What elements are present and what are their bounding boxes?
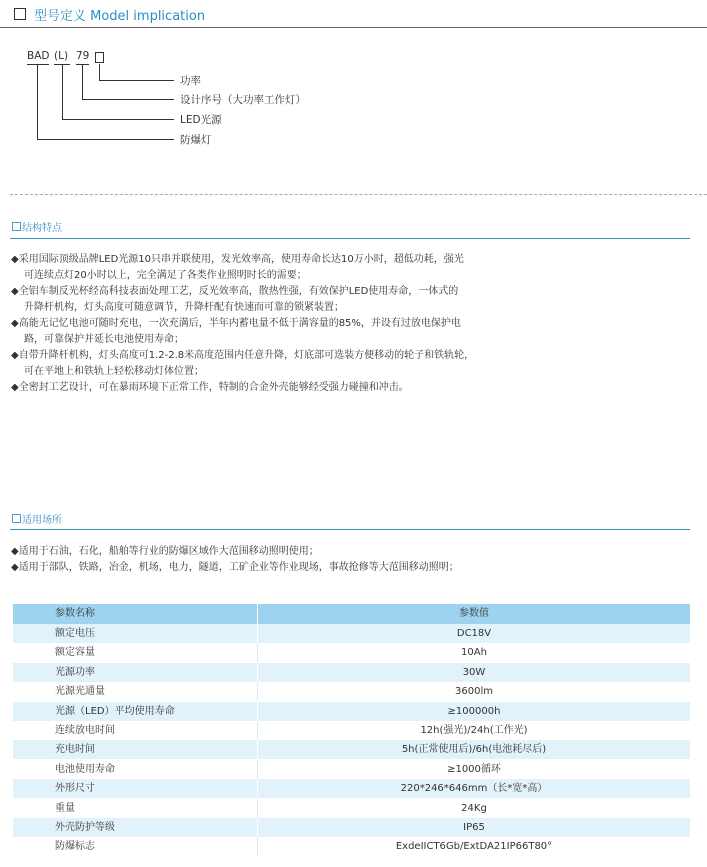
table-row [13, 624, 690, 644]
param-name-cell: 光源光通量 [55, 686, 105, 698]
connector-line [99, 80, 174, 81]
model-code-79: 79 [76, 50, 90, 62]
model-code-bad: BAD [27, 50, 50, 62]
table-row [13, 721, 690, 741]
param-value-cell: ExdeIICT6Gb/ExtDA21IP66T80° [395, 841, 553, 853]
param-value-cell: 12h(强光)/24h(工作光) [420, 725, 528, 736]
section-box-icon [12, 514, 21, 523]
connector-line [37, 64, 38, 139]
param-name-cell: 防爆标志 [55, 841, 95, 853]
table-row [13, 740, 690, 760]
feature-line: 可在平地上和铁轨上轻松移动灯体位置； [24, 366, 204, 377]
param-name-cell: 外形尺寸 [55, 783, 95, 795]
table-row [13, 702, 690, 722]
label-design-number: 设计序号（大功率工作灯） [180, 94, 306, 106]
underline [27, 64, 49, 65]
column-divider [257, 604, 258, 624]
param-value-cell: 5h(正常使用后)/6h(电池耗尽后) [401, 744, 547, 756]
table-header-row [13, 604, 690, 625]
param-name-cell: 连续放电时间 [55, 725, 115, 736]
connector-line [62, 119, 174, 120]
section-title-structure: 结构特点 [22, 223, 62, 234]
param-value-cell: IP65 [463, 822, 485, 833]
param-name-cell: 外壳防护等级 [55, 822, 115, 833]
feature-line: 路，可靠保护并延长电池使用寿命； [24, 334, 184, 345]
param-name-cell: 光源（LED）平均使用寿命 [55, 705, 175, 717]
connector-line [82, 64, 83, 99]
param-value-cell: 10Ah [461, 647, 487, 659]
section-title-usage: 适用场所 [22, 515, 62, 526]
usage-line: ◆适用于石油，石化，船舶等行业的防爆区域作大范围移动照明使用； [11, 546, 319, 557]
table-row [13, 779, 690, 799]
table-row [13, 760, 690, 780]
param-value-cell: 3600lm [455, 686, 493, 698]
header-divider [0, 27, 707, 28]
label-led-source: LED光源 [180, 114, 222, 126]
feature-line: ◆高能无记忆电池可随时充电，一次充满后，半年内蓄电量不低于满容量的85%，并设有过放电保护电 [11, 318, 461, 329]
section-box-icon [12, 222, 21, 231]
connector-line [99, 64, 100, 80]
connector-line [37, 139, 174, 140]
feature-line: 升降杆机构，灯头高度可随意调节，升降杆配有快速而可靠的锁紧装置； [24, 302, 344, 313]
feature-line: 可连续点灯20小时以上，完全满足了各类作业照明时长的需要； [24, 270, 307, 281]
section-divider [10, 529, 690, 530]
feature-line: ◆全铝车制反光杯经高科技表面处理工艺，反光效率高，散热性强，有效保护LED使用寿命，一体式的 [11, 286, 459, 297]
feature-line: ◆全密封工艺设计，可在暴雨环境下正常工作，特制的合金外壳能够经受强力碰撞和冲击。 [11, 382, 409, 393]
param-value-cell: 220*246*646mm（长*宽*高） [400, 783, 548, 795]
param-name-cell: 电池使用寿命 [55, 763, 115, 775]
table-row [13, 818, 690, 838]
table-row [13, 643, 690, 663]
param-value-cell: ≥1000循环 [447, 763, 501, 775]
section-divider [10, 238, 690, 239]
dashed-divider [10, 194, 707, 195]
param-value-cell: 24Kg [461, 802, 487, 814]
usage-line: ◆适用于部队，铁路，冶金，机场，电力，隧道，工矿企业等作业现场，事故抢修等大范围移动照明； [11, 562, 459, 573]
model-code-l: (L) [54, 50, 69, 62]
page-title: 型号定义 Model implication [34, 9, 206, 24]
table-row [13, 663, 690, 683]
param-name-cell: 充电时间 [55, 744, 95, 756]
param-name-cell: 额定电压 [55, 628, 95, 639]
param-name-cell: 光源功率 [55, 666, 95, 678]
param-name-cell: 额定容量 [55, 647, 95, 659]
table-row [13, 682, 690, 702]
header-param-value: 参数值 [459, 608, 489, 619]
param-name-cell: 重量 [55, 802, 75, 814]
feature-line: ◆采用国际顶级品牌LED光源10只串并联使用，发光效率高，使用寿命长达10万小时，超低功耗，强光 [11, 254, 464, 265]
connector-line [82, 99, 174, 100]
model-code-power-box [95, 52, 104, 63]
checkbox-icon [14, 8, 26, 20]
feature-line: ◆自带升降杆机构，灯头高度可1.2-2.8米高度范围内任意升降，灯底部可选装方便移动的轮子和铁轨轮， [11, 350, 475, 361]
label-explosion-proof: 防爆灯 [180, 134, 212, 146]
param-value-cell: ≥100000h [447, 705, 501, 717]
param-value-cell: 30W [462, 666, 486, 678]
table-row [13, 837, 690, 857]
param-value-cell: DC18V [456, 628, 492, 639]
header-param-name: 参数名称 [55, 608, 95, 619]
label-power: 功率 [180, 75, 201, 87]
connector-line [62, 64, 63, 119]
table-row [13, 799, 690, 819]
